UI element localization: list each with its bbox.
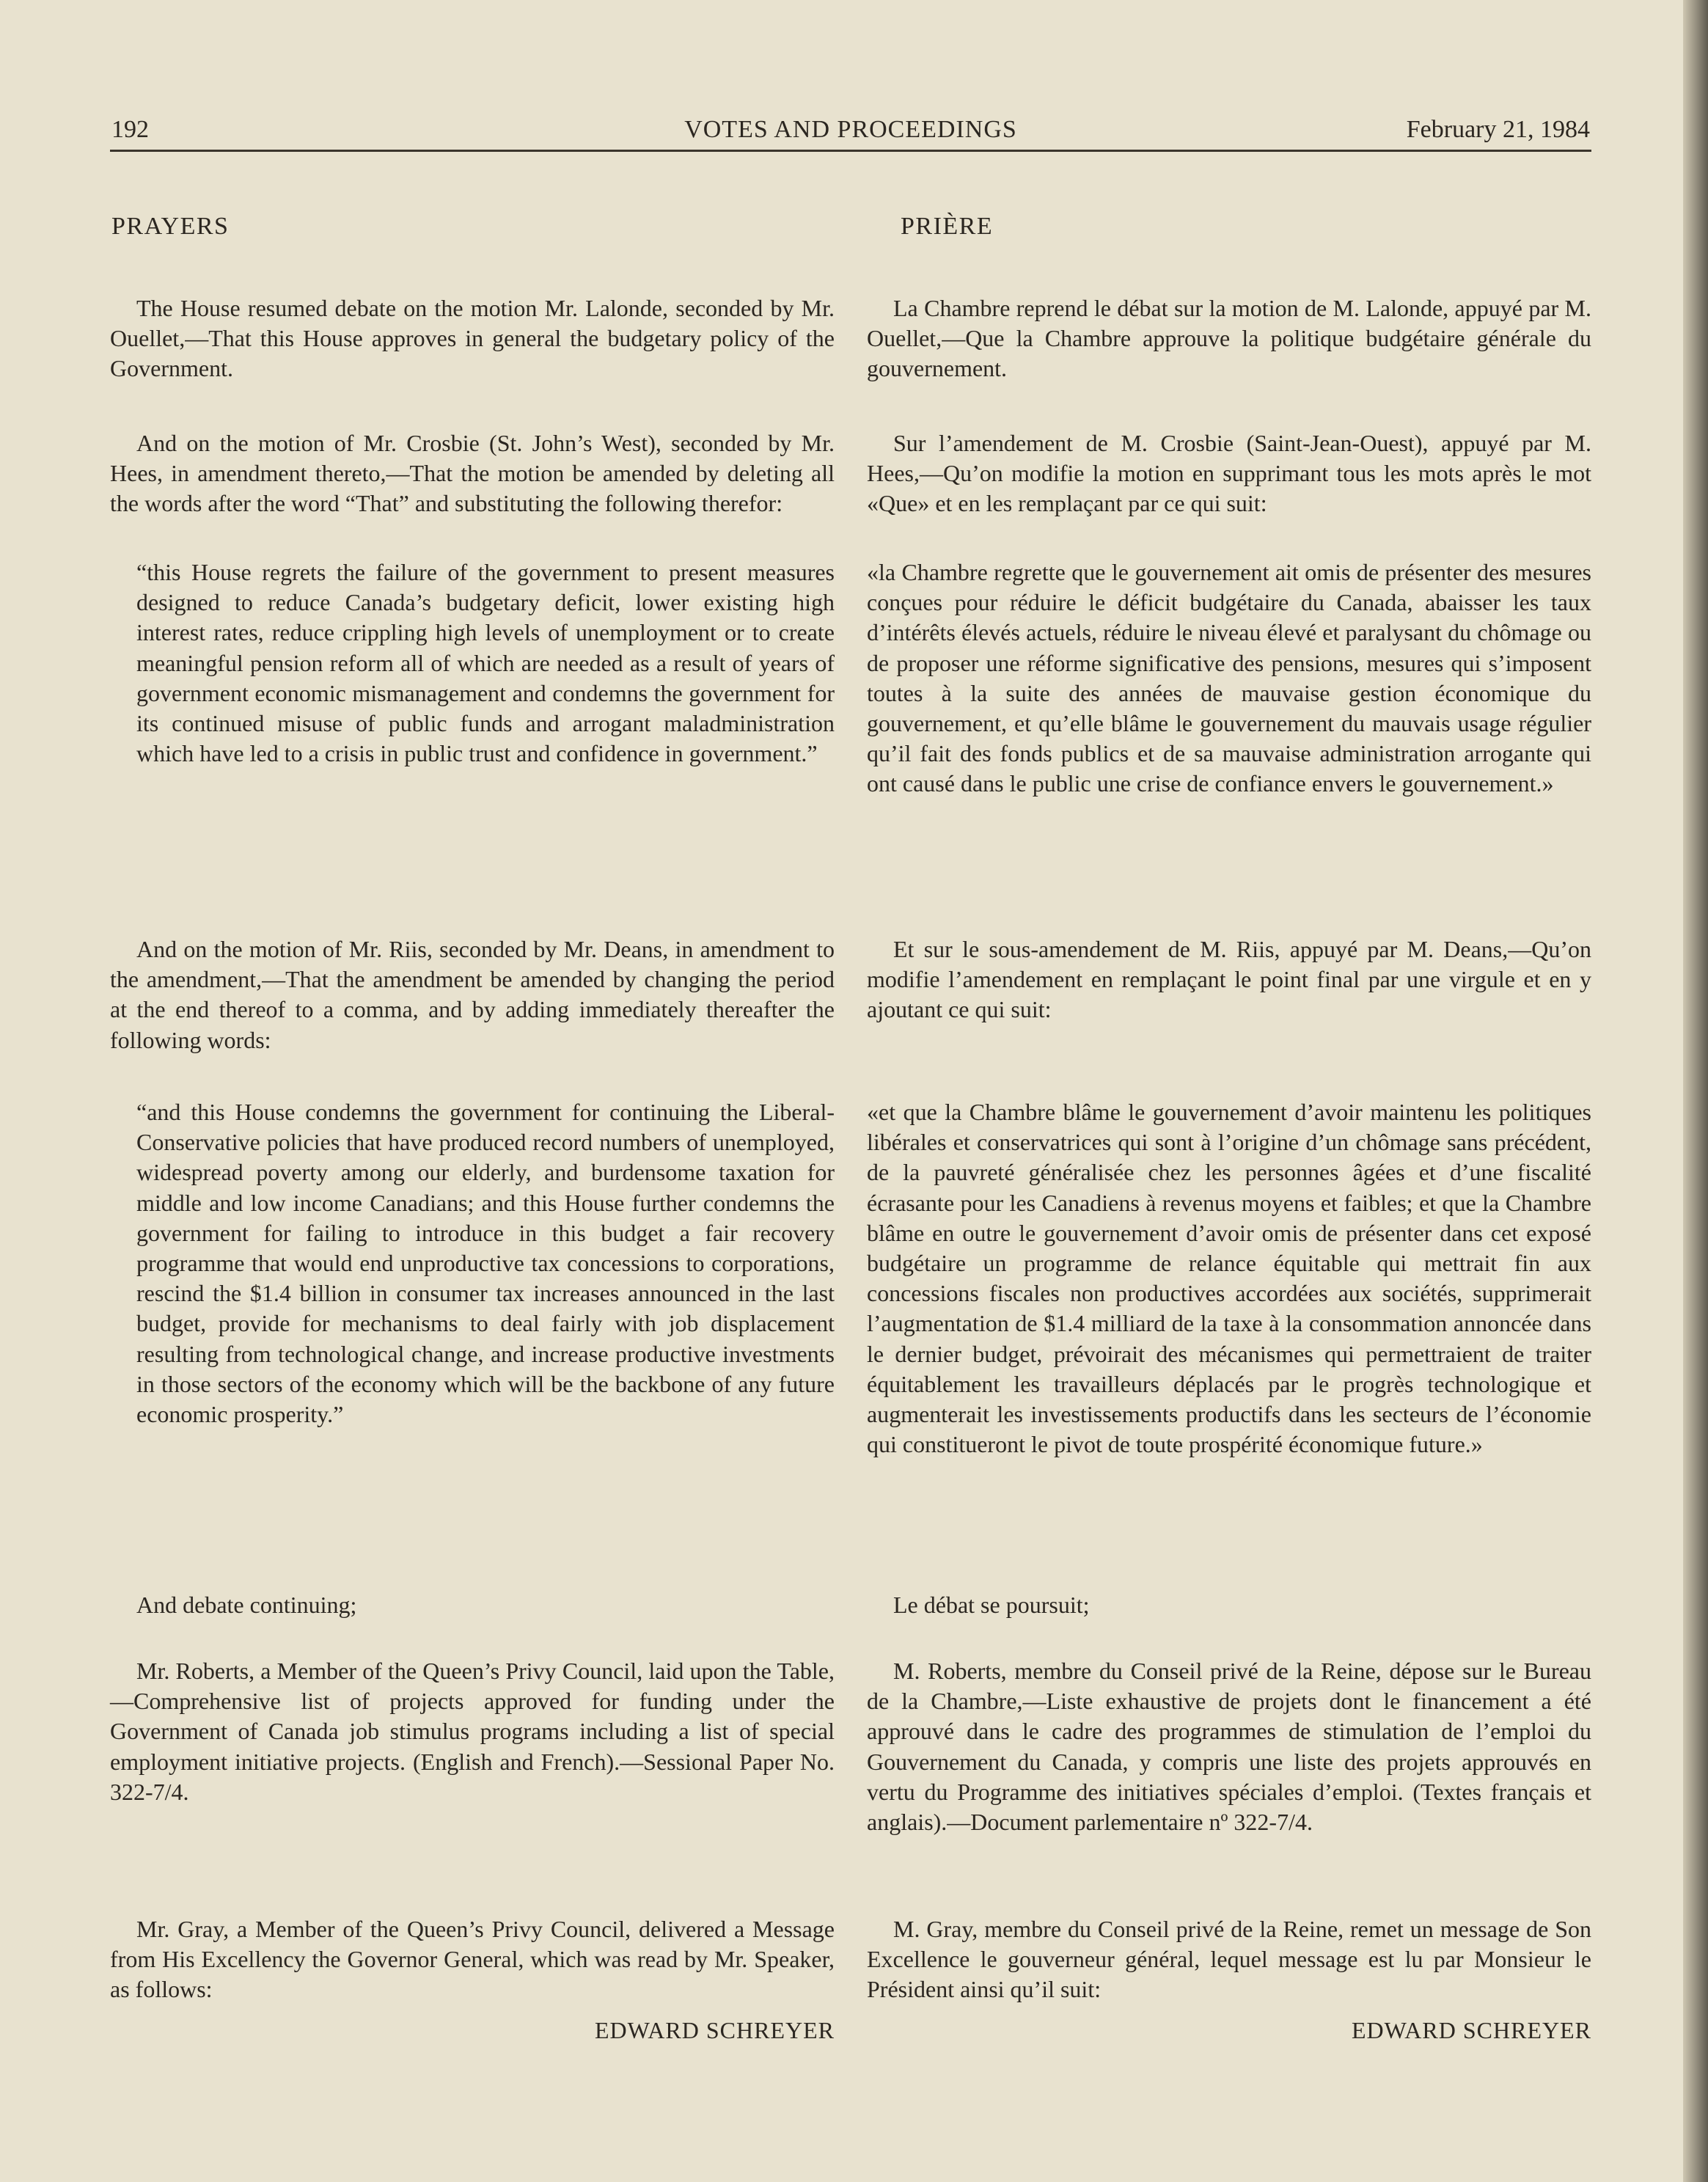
signature: EDWARD SCHREYER: [594, 2017, 835, 2043]
paragraph-motion: La Chambre reprend le débat sur la motion de M. Lalonde, appuyé par M. Ouellet,—Que la Chambre approuve la politique budgétaire générale du gouvernement.: [867, 295, 1591, 382]
quote-subamendment-text: “and this House condemns the government for continuing the Liberal-Conservative policies that have produced record numbers of unemployed, widespread poverty among our elderly, and burdensome taxation for middle and low income Canadians; and this House further condemns the government for failing to introduce in this budget a fair recovery programme that would end unproductive tax concessions to corporations, rescind the $1.4 billion in consumer tax increases announced in the last budget, provide for mechanisms to deal fairly with job displacement resulting from technological change, and increase productive investments in those sectors of the economy which will be the backbone of any future economic prosperity.”: [136, 1099, 835, 1428]
section-heading: PRAYERS: [111, 213, 230, 240]
quote-amendment-text: «la Chambre regrette que le gouvernement ait omis de présenter des mesures conçues pour réduire le déficit budgétaire du Canada, abaisser les taux d’intérêts élevés actuels, réduire le niveau élevé et paralysant du chômage ou de proposer une réforme significative des pensions, mesures qui s’imposent toutes à la suite des années de mauvaise gestion économique du gouvernement, et qu’elle blâme le gouvernement du mauvais usage régulier qu’il fait des fonds publics et de sa mauvaise administration arrogante qui ont causé dans le public une crise de confiance envers le gouvernement.»: [867, 559, 1591, 797]
signature: EDWARD SCHREYER: [1351, 2017, 1591, 2043]
page-edge-shadow: [1683, 0, 1708, 2182]
section-heading: PRIÈRE: [901, 213, 994, 240]
paragraph-sessional-paper: Mr. Roberts, a Member of the Queen’s Privy Council, laid upon the Table,—Comprehensive list of projects approved for funding under the Government of Canada job stimulus programs including a list of special employment initiative projects. (English and French).—Sessional Paper No. 322-7/4.: [110, 1658, 835, 1805]
journal-title: VOTES AND PROCEEDINGS: [684, 116, 1017, 143]
quote-amendment-text: “this House regrets the failure of the government to present measures designed to reduce Canada’s budgetary deficit, lower existing high interest rates, reduce crippling high levels of unemployment or to create meaningful pension reform all of which are needed as a result of years of government economic mismanagement and condemns the government for its continued misuse of public funds and arrogant maladministration which have led to a crisis in public trust and confidence in government.”: [136, 559, 835, 767]
paragraph-motion: The House resumed debate on the motion Mr. Lalonde, seconded by Mr. Ouellet,—That this House approves in general the budgetary policy of the Government.: [110, 295, 835, 382]
paragraph-debate-continuing: Le débat se poursuit;: [893, 1592, 1090, 1618]
paragraph-amendment: Sur l’amendement de M. Crosbie (Saint-Jean-Ouest), appuyé par M. Hees,—Qu’on modifie la motion en supprimant tous les mots après le mot «Que» et en les remplaçant par ce qui suit:: [867, 430, 1591, 517]
running-header: [110, 114, 1591, 152]
paragraph-amendment: And on the motion of Mr. Crosbie (St. John’s West), seconded by Mr. Hees, in amendment thereto,—That the motion be amended by deleting all the words after the word “That” and substituting the following therefor:: [110, 430, 835, 517]
page-number: 192: [111, 116, 149, 143]
paragraph-message: Mr. Gray, a Member of the Queen’s Privy Council, delivered a Message from His Excellency the Governor General, which was read by Mr. Speaker, as follows:: [110, 1916, 835, 2003]
paragraph-debate-continuing: And debate continuing;: [136, 1592, 357, 1618]
paragraph-message: M. Gray, membre du Conseil privé de la Reine, remet un message de Son Excellence le gouverneur général, lequel message est lu par Monsieur le Président ainsi qu’il suit:: [867, 1916, 1591, 2003]
quote-subamendment-text: «et que la Chambre blâme le gouvernement d’avoir maintenu les politiques libérales et conservatrices qui sont à l’origine d’un chômage sans précédent, de la pauvreté généralisée chez les personnes âgées et d’une fiscalité écrasante pour les Canadiens à revenus moyens et faibles; et que la Chambre blâme en outre le gouvernement d’avoir omis de présenter dans cet exposé budgétaire un programme de relance équitable qui mettrait fin aux concessions fiscales non productives accordées aux sociétés, supprimerait l’augmentation de $1.4 milliard de la taxe à la consommation annoncée dans le dernier budget, prévoirait des mécanismes qui permettraient de traiter équitablement les travailleurs déplacés par le progrès technologique et augmenterait les investissements productifs dans les secteurs de l’économie qui constitueront le pivot de toute prospérité économique future.»: [867, 1099, 1591, 1458]
paragraph-subamendment: Et sur le sous-amendement de M. Riis, appuyé par M. Deans,—Qu’on modifie l’amendement en remplaçant le point final par une virgule et en y ajoutant ce qui suit:: [867, 936, 1591, 1023]
sitting-date: February 21, 1984: [1406, 116, 1590, 143]
paragraph-subamendment: And on the motion of Mr. Riis, seconded by Mr. Deans, in amendment to the amendment,—That the amendment be amended by changing the period at the end thereof to a comma, and by adding immediately thereafter the following words:: [110, 936, 835, 1053]
paragraph-sessional-paper: M. Roberts, membre du Conseil privé de la Reine, dépose sur le Bureau de la Chambre,—Liste exhaustive de projets dont le financement a été approuvé dans le cadre des programmes de stimulation de l’emploi du Gouvernement du Canada, y compris une liste des projets approuvés en vertu du Programme des initiatives spéciales d’emploi. (Textes français et anglais).—Document parlementaire nº 322-7/4.: [867, 1658, 1591, 1836]
